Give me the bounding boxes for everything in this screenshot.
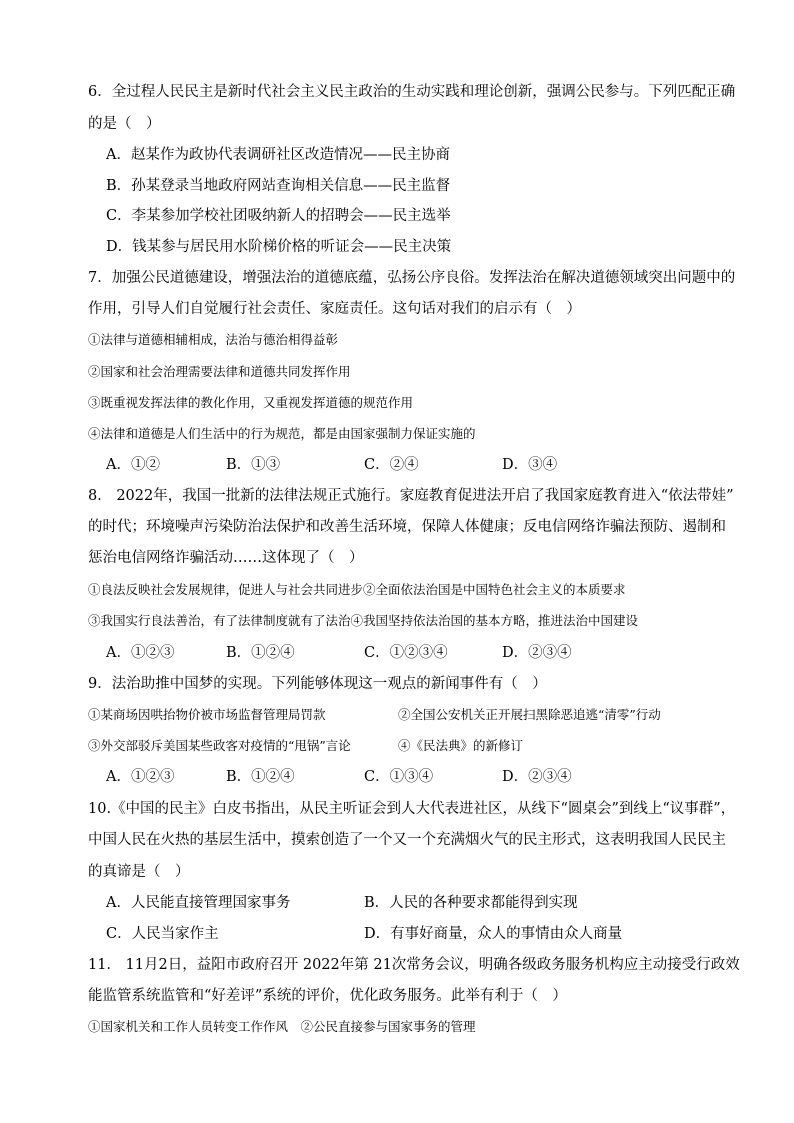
question-10-stem-line-1: 10.《中国的民主》白皮书指出，从民主听证会到人大代表进社区，从线下“圆桌会”到线上“议事群”， [88, 801, 736, 817]
question-9-option-b: B．①②④ [226, 769, 295, 785]
question-7-statement-1: ①法律与道德相辅相成，法治与德治相得益彰 [88, 332, 339, 347]
question-6-option-a: A．赵某作为政协代表调研社区改造情况——民主协商 [106, 147, 450, 163]
question-6-option-b: B．孙某登录当地政府网站查询相关信息——民主监督 [106, 178, 451, 194]
question-8-option-a: A．①②③ [106, 645, 175, 661]
question-11-stem-line-1: 11． 11月2日，益阳市政府召开 2022年第 21次常务会议，明确各级政务服务机构应主动接受行政效 [88, 957, 740, 973]
question-8-stem-line-3: 惩治电信网络诈骗活动……这体现了（ ） [88, 550, 364, 566]
question-7-option-c: C．②④ [364, 457, 419, 473]
question-9-option-d: D．②③④ [502, 769, 572, 785]
question-11-stem-line-2: 能监管系统监管和“好差评”系统的评价，优化政务服务。此举有利于（ ） [88, 988, 567, 1004]
question-9-statement-2: ②全国公安机关正开展扫黑除恶追逃“清零”行动 [398, 707, 661, 722]
question-11-statements-1-2: ①国家机关和工作人员转变工作作风 ②公民直接参与国家事务的管理 [88, 1019, 476, 1034]
question-9-statement-1: ①某商场因哄抬物价被市场监督管理局罚款 [88, 707, 326, 722]
question-8-option-b: B．①②④ [226, 645, 295, 661]
question-7-option-a: A．①② [106, 457, 160, 473]
question-6-stem-line-1: 6．全过程人民民主是新时代社会主义民主政治的生动实践和理论创新，强调公民参与。下列匹配正确 [88, 84, 736, 100]
question-7-stem-line-1: 7．加强公民道德建设，增强法治的道德底蕴，弘扬公序良俗。发挥法治在解决道德领域突出问题中的 [88, 270, 736, 286]
question-10-option-c: C．人民当家作主 [106, 926, 219, 942]
question-10-stem-line-2: 中国人民在火热的基层生活中，摸索创造了一个又一个充满烟火气的民主形式，这表明我国人民民主 [88, 832, 726, 848]
question-7-option-d: D．③④ [502, 457, 558, 473]
question-6-option-d: D．钱某参与居民用水阶梯价格的听证会——民主决策 [106, 239, 452, 255]
question-10-option-d: D．有事好商量，众人的事情由众人商量 [364, 926, 623, 942]
question-9-statement-4: ④《民法典》的新修订 [398, 738, 524, 753]
question-8-stem-line-1: 8． 2022年，我国一批新的法律法规正式施行。家庭教育促进法开启了我国家庭教育进入“依法带娃” [88, 488, 734, 504]
question-7-stem-line-2: 作用，引导人们自觉履行社会责任、家庭责任。这句话对我们的启示有（ ） [88, 301, 581, 317]
question-10-option-b: B．人民的各种要求都能得到实现 [364, 895, 578, 911]
question-8-option-c: C．①②③④ [364, 645, 448, 661]
question-6-option-c: C．李某参加学校社团吸纳新人的招聘会——民主选举 [106, 208, 451, 224]
question-7-statement-3: ③既重视发挥法律的教化作用，又重视发挥道德的规范作用 [88, 395, 414, 410]
question-8-stem-line-2: 的时代；环境噪声污染防治法保护和改善生活环境，保障人体健康；反电信网络诈骗法预防、遏制和 [88, 519, 726, 535]
question-8-statements-3-4: ③我国实行良法善治，有了法律制度就有了法治④我国坚持依法治国的基本方略，推进法治中国建设 [88, 613, 639, 628]
question-9-option-a: A．①②③ [106, 769, 175, 785]
question-9-option-c: C．①③④ [364, 769, 434, 785]
question-8-statements-1-2: ①良法反映社会发展规律，促进人与社会共同进步②全面依法治国是中国特色社会主义的本质要求 [88, 582, 626, 597]
question-8-option-d: D．②③④ [502, 645, 572, 661]
question-7-statement-4: ④法律和道德是人们生活中的行为规范，都是由国家强制力保证实施的 [88, 426, 476, 441]
question-10-option-a: A．人民能直接管理国家事务 [106, 895, 291, 911]
question-9-stem: 9．法治助推中国梦的实现。下列能够体现这一观点的新闻事件有（ ） [88, 676, 547, 692]
question-9-statement-3: ③外交部驳斥美国某些政客对疫情的“甩锅”言论 [88, 738, 351, 753]
question-7-option-b: B．①③ [226, 457, 281, 473]
question-6-stem-line-2: 的是（ ） [88, 116, 161, 132]
question-7-statement-2: ②国家和社会治理需要法律和道德共同发挥作用 [88, 364, 351, 379]
question-10-stem-line-3: 的真谛是（ ） [88, 864, 190, 880]
